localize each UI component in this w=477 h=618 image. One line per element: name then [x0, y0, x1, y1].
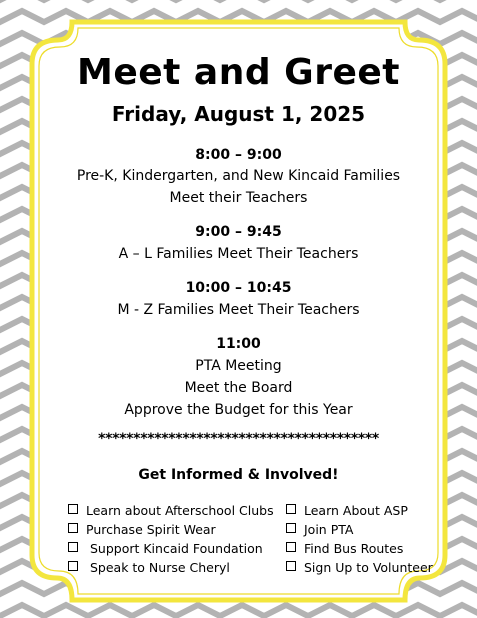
- schedule-line: Approve the Budget for this Year: [124, 402, 353, 418]
- checklist-heading: Get Informed & Involved!: [138, 467, 339, 483]
- schedule-line: PTA Meeting: [195, 358, 282, 374]
- checklist-item: Sign Up to Volunteer: [286, 560, 433, 575]
- checklist-item: Find Bus Routes: [286, 541, 403, 556]
- checkbox-icon: [286, 504, 296, 514]
- schedule-time-3: 10:00 – 10:45: [185, 280, 292, 296]
- checkbox-icon: [286, 542, 296, 552]
- schedule-line: Pre-K, Kindergarten, and New Kincaid Families: [76, 168, 401, 184]
- checklist-item: Learn About ASP: [286, 503, 408, 518]
- checkbox-icon: [68, 542, 78, 552]
- checkbox-icon: [68, 504, 78, 514]
- checklist-item: Support Kincaid Foundation: [68, 541, 263, 556]
- checklist-item: Speak to Nurse Cheryl: [68, 560, 230, 575]
- schedule-line: Meet the Board: [184, 380, 293, 396]
- star-divider: ****************************************: [98, 431, 379, 447]
- checklist-item: Learn about Afterschool Clubs: [68, 503, 274, 518]
- schedule-time-2: 9:00 – 9:45: [195, 224, 282, 240]
- checkbox-icon: [68, 561, 78, 571]
- checklist-item: Purchase Spirit Wear: [68, 522, 216, 537]
- checklist-item: Join PTA: [286, 522, 353, 537]
- schedule-time-4: 11:00: [216, 336, 261, 352]
- checkbox-icon: [286, 523, 296, 533]
- checkbox-icon: [68, 523, 78, 533]
- flyer-title: Meet and Greet: [77, 52, 400, 93]
- checkbox-icon: [286, 561, 296, 571]
- schedule-line: Meet their Teachers: [169, 190, 308, 206]
- schedule-time-1: 8:00 – 9:00: [195, 147, 282, 163]
- schedule-line: A – L Families Meet Their Teachers: [118, 246, 359, 262]
- event-date: Friday, August 1, 2025: [111, 102, 366, 126]
- schedule-line: M - Z Families Meet Their Teachers: [117, 302, 360, 318]
